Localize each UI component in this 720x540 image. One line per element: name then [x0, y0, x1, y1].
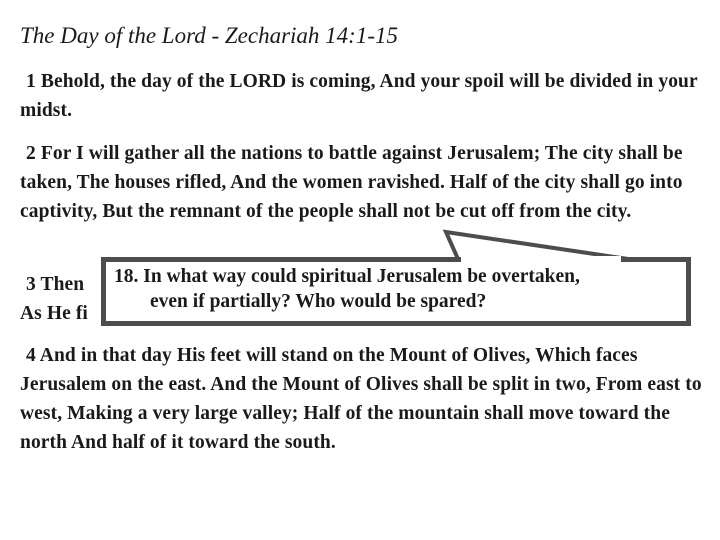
verse-number: 2 [26, 143, 36, 164]
verse-text: Then [40, 274, 85, 295]
verse-2 [20, 139, 705, 226]
page-title: The Day of the Lord - Zechariah 14:1-15 [20, 23, 398, 48]
verse-text: And in that day His feet will stand on the Mount of Olives, Which faces Jerusalem on the east. And the Mount of Olives shall be split in two, From east to west, Making a very large valley; Half of the mountain shall move toward the north And half of it toward the south. [20, 345, 702, 453]
callout-question-line-2: even if partially? Who would be spared? [150, 291, 487, 312]
verse-4 [20, 341, 705, 457]
question-callout [101, 257, 691, 326]
callout-question-line-1: 18. In what way could spiritual Jerusalem be overtaken, [114, 266, 580, 287]
verse-number: 3 [26, 274, 36, 295]
verse-text-continued: As He fi [20, 303, 88, 324]
verse-text: Behold, the day of the LORD is coming, And your spoil will be divided in your midst. [20, 71, 698, 121]
verse-number: 4 [26, 345, 36, 366]
verse-text: For I will gather all the nations to battle against Jerusalem; The city shall be taken, The houses rifled, And the women ravished. Half of the city shall go into captivity, But the remnant of the people shall not be cut off from the city. [20, 143, 683, 222]
verse-1 [20, 67, 705, 125]
verse-number: 1 [26, 71, 36, 92]
